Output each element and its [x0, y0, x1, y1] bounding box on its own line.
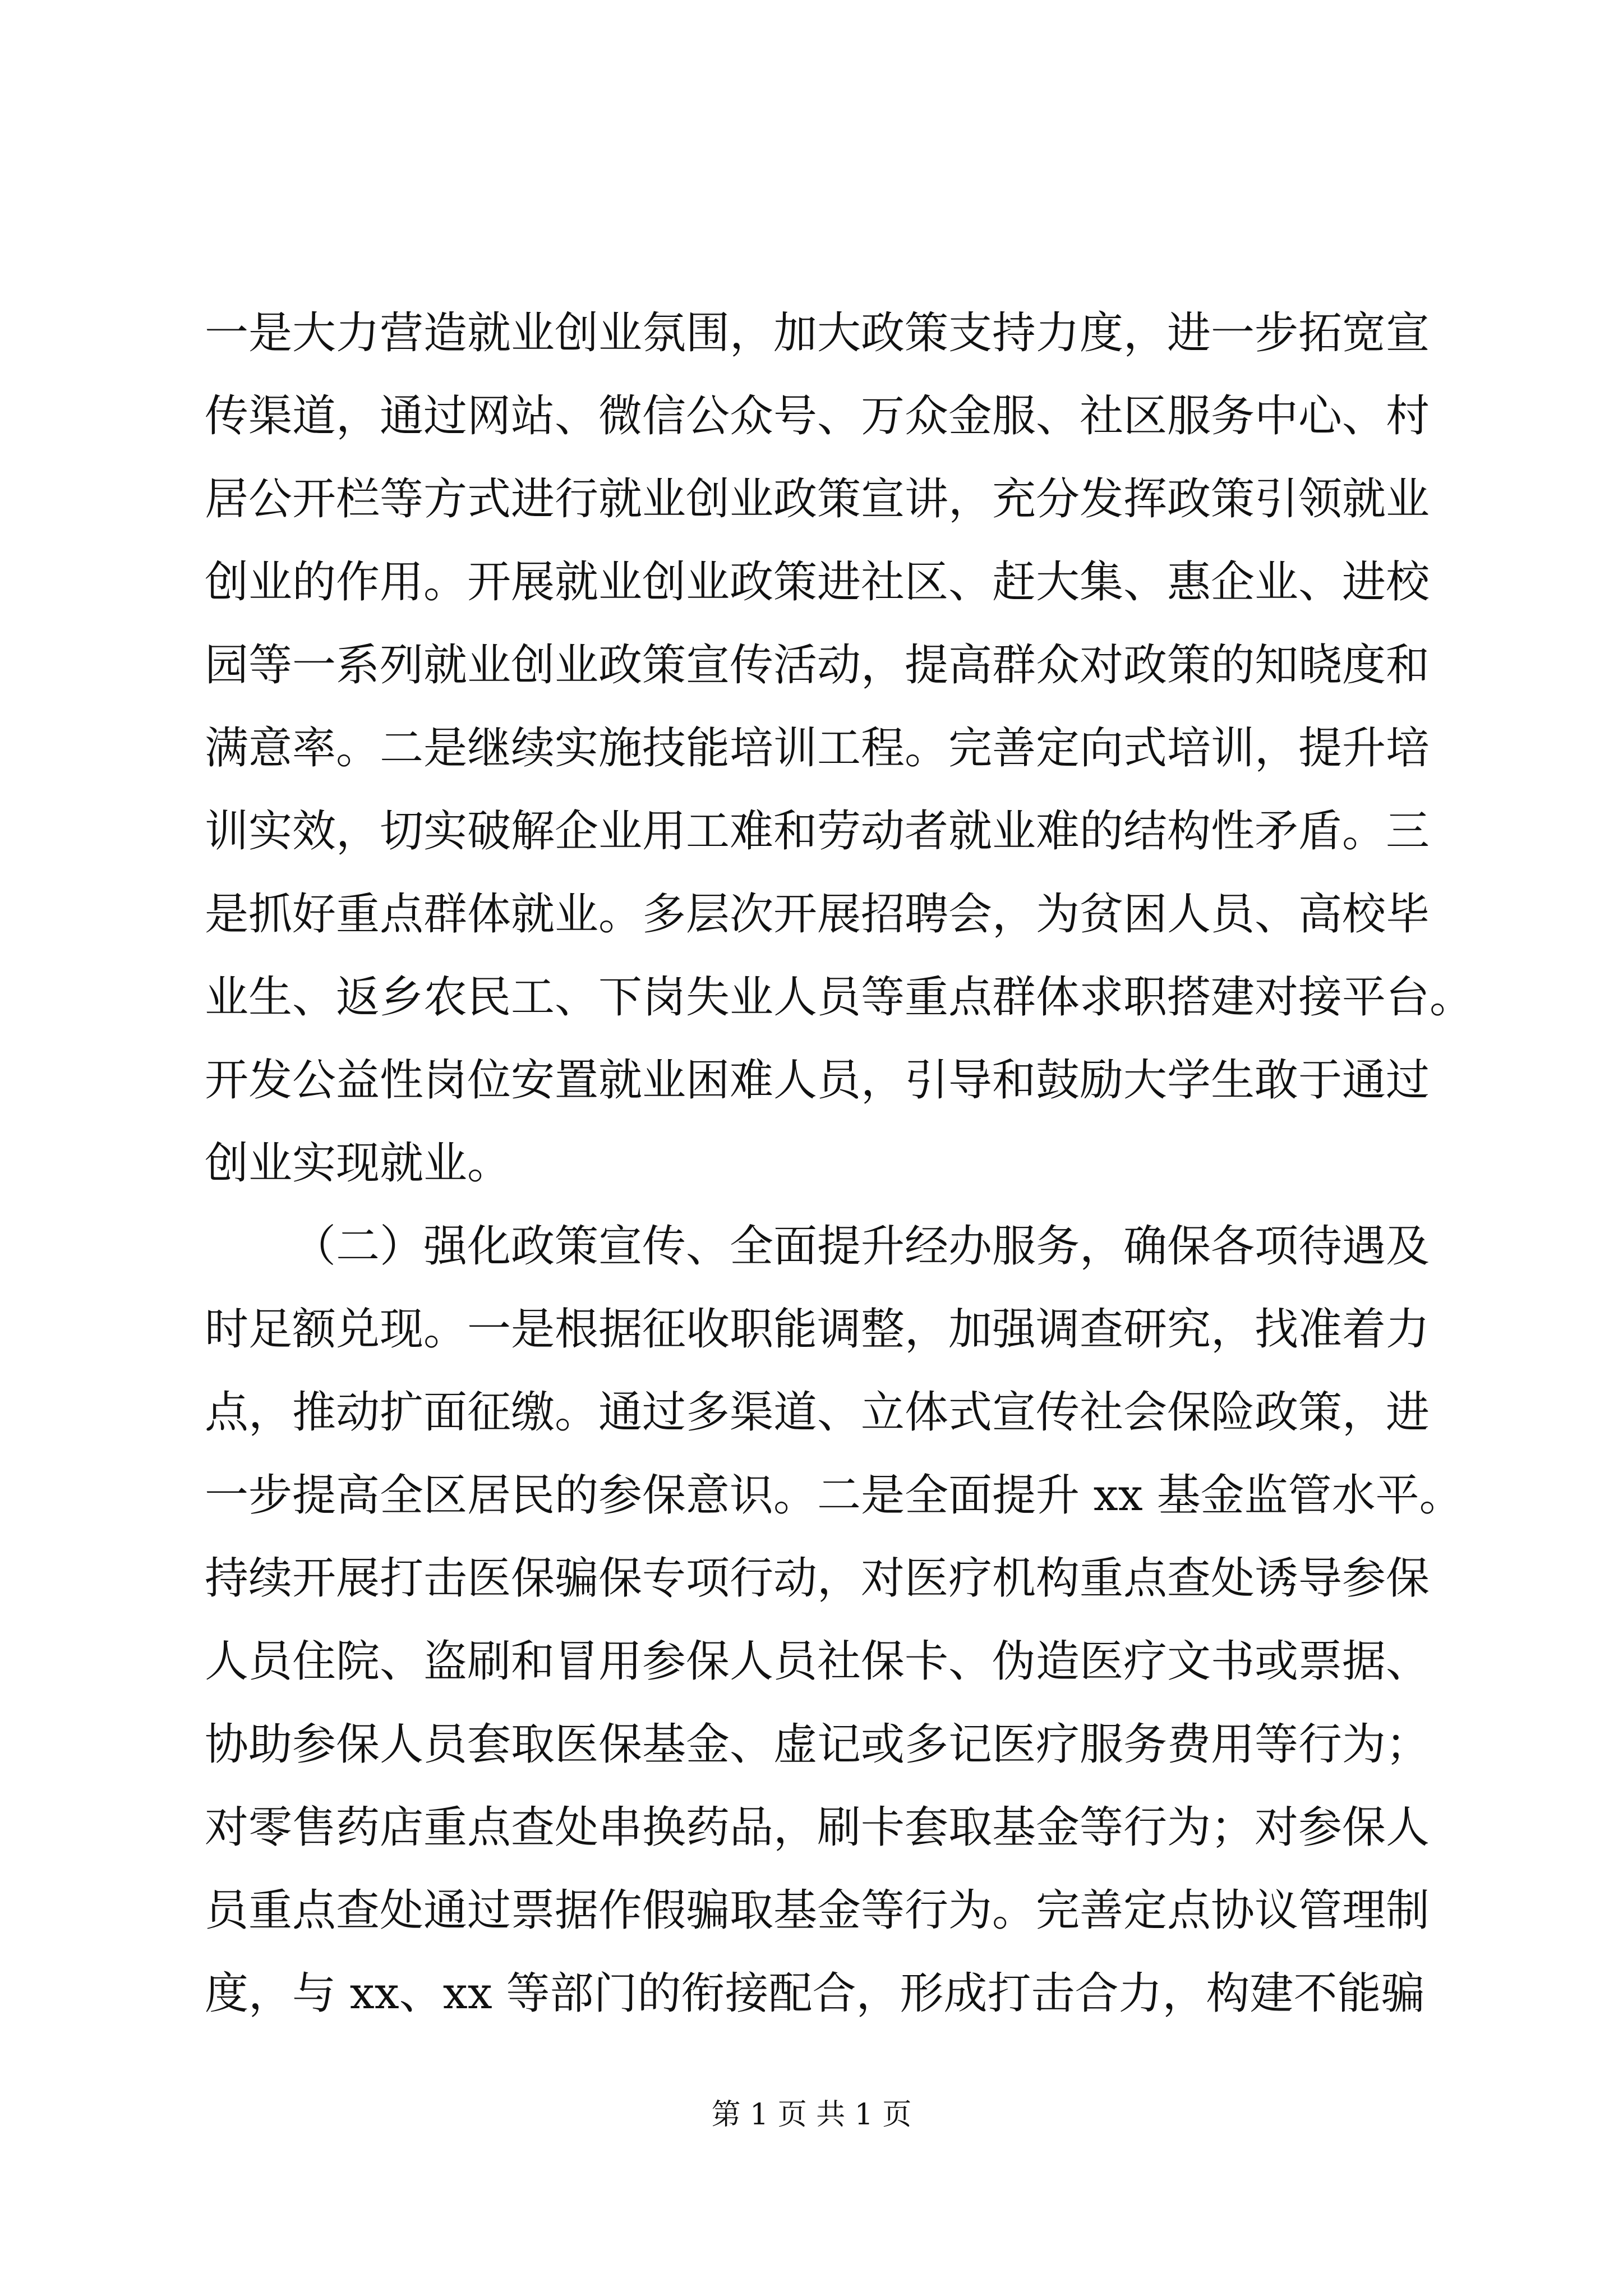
- body-text: [205, 292, 1474, 2035]
- page-number-footer: 第 1 页 共 1 页: [711, 2098, 912, 2132]
- paragraph-start-line: （二）强化政策宣传、全面提升经办服务，确保各项待遇及: [292, 1221, 1430, 1272]
- text-line: 度，与 xx、xx 等部门的衔接配合，形成打击合力，构建不能骗: [205, 1968, 1425, 2019]
- text-line: 协助参保人员套取医保基金、虚记或多记医疗服务费用等行为；: [205, 1719, 1430, 1770]
- text-line: 对零售药店重点查处串换药品，刷卡套取基金等行为；对参保人: [205, 1802, 1430, 1853]
- text-line: 是抓好重点群体就业。多层次开展招聘会，为贫困人员、高校毕: [205, 889, 1430, 940]
- text-line: 创业的作用。开展就业创业政策进社区、赶大集、惠企业、进校: [205, 557, 1430, 608]
- text-line: 时足额兑现。一是根据征收职能调整，加强调查研究，找准着力: [205, 1304, 1430, 1355]
- text-line: 员重点查处通过票据作假骗取基金等行为。完善定点协议管理制: [205, 1885, 1430, 1936]
- text-line: 开发公益性岗位安置就业困难人员，引导和鼓励大学生敢于通过: [205, 1055, 1430, 1106]
- text-line: 一步提高全区居民的参保意识。二是全面提升 xx 基金监管水平。: [205, 1470, 1463, 1521]
- text-line: 传渠道，通过网站、微信公众号、万众金服、社区服务中心、村: [205, 391, 1430, 441]
- text-line: 业生、返乡农民工、下岗失业人员等重点群体求职搭建对接平台。: [205, 972, 1474, 1023]
- text-line: 训实效，切实破解企业用工难和劳动者就业难的结构性矛盾。三: [205, 806, 1430, 857]
- text-line: 园等一系列就业创业政策宣传活动，提高群众对政策的知晓度和: [205, 640, 1430, 691]
- text-line: 点，推动扩面征缴。通过多渠道、立体式宣传社会保险政策，进: [205, 1387, 1430, 1438]
- text-line: 持续开展打击医保骗保专项行动，对医疗机构重点查处诱导参保: [205, 1553, 1430, 1604]
- text-line: 创业实现就业。: [205, 1138, 511, 1189]
- text-line: 满意率。二是继续实施技能培训工程。完善定向式培训，提升培: [205, 723, 1430, 774]
- text-line: 一是大力营造就业创业氛围，加大政策支持力度，进一步拓宽宣: [205, 308, 1430, 358]
- text-line: 人员住院、盗刷和冒用参保人员社保卡、伪造医疗文书或票据、: [205, 1636, 1430, 1687]
- text-line: 居公开栏等方式进行就业创业政策宣讲，充分发挥政策引领就业: [205, 474, 1430, 524]
